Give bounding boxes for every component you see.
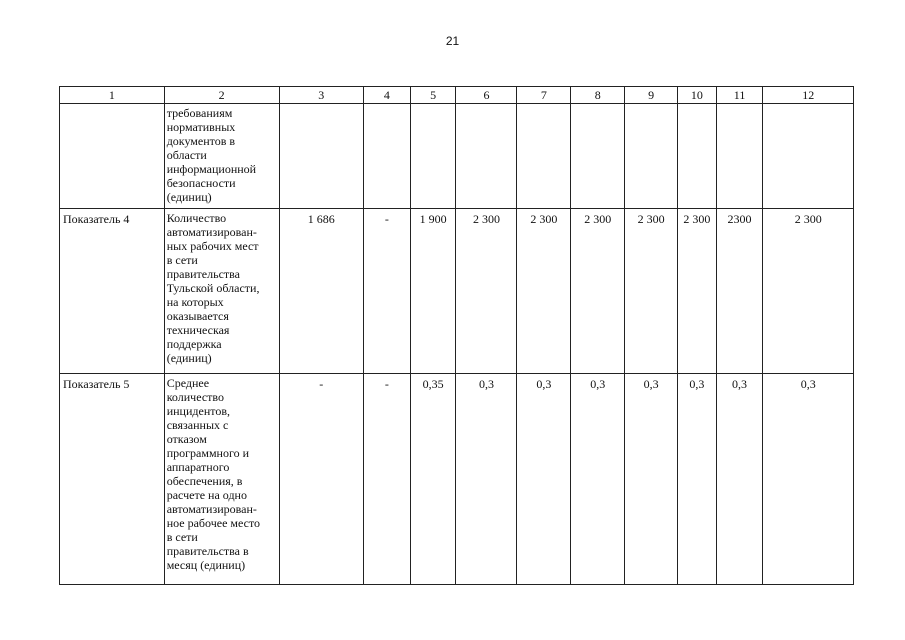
value-cell: - [363, 374, 410, 585]
value-cell: 0,35 [410, 374, 456, 585]
value-cell [716, 104, 763, 209]
value-cell: 1 900 [410, 209, 456, 374]
value-cell [625, 104, 678, 209]
column-header: 4 [363, 87, 410, 104]
indicator-name-cell [60, 104, 165, 209]
column-header: 3 [279, 87, 363, 104]
value-cell [678, 104, 717, 209]
column-header: 7 [517, 87, 571, 104]
column-header: 6 [456, 87, 517, 104]
value-cell [279, 104, 363, 209]
value-cell: 0,3 [517, 374, 571, 585]
value-cell: 0,3 [571, 374, 625, 585]
column-header: 11 [716, 87, 763, 104]
value-cell: 2300 [716, 209, 763, 374]
indicator-description-cell [164, 104, 279, 209]
value-cell: 0,3 [678, 374, 717, 585]
value-cell: 0,3 [456, 374, 517, 585]
indicator-description-cell [164, 209, 279, 374]
indicator-description: требованиям нормативных документов в области информационной безопасности (единиц) [166, 106, 257, 204]
column-header: 12 [763, 87, 854, 104]
value-cell: - [363, 209, 410, 374]
value-cell: 2 300 [763, 209, 854, 374]
table-row [60, 374, 854, 585]
column-header: 1 [60, 87, 165, 104]
indicator-name-cell: Показатель 4 [60, 209, 165, 374]
value-cell [763, 104, 854, 209]
indicator-name-cell: Показатель 5 [60, 374, 165, 585]
value-cell: 0,3 [763, 374, 854, 585]
indicator-description: Среднее количество инцидентов, связанных с отказом программного и аппаратного обеспечения, в расчете на одно автоматизирован- ное рабочее место в сети правительства в месяц (единиц) [166, 376, 261, 572]
column-header: 5 [410, 87, 456, 104]
value-cell: 2 300 [678, 209, 717, 374]
value-cell: 2 300 [625, 209, 678, 374]
value-cell [456, 104, 517, 209]
indicators-table [59, 86, 854, 585]
value-cell: 1 686 [279, 209, 363, 374]
table-row [60, 104, 854, 209]
value-cell [410, 104, 456, 209]
column-header: 8 [571, 87, 625, 104]
value-cell: 0,3 [716, 374, 763, 585]
value-cell [571, 104, 625, 209]
value-cell [363, 104, 410, 209]
value-cell: 2 300 [571, 209, 625, 374]
indicator-description-cell [164, 374, 279, 585]
page-number: 21 [445, 34, 460, 48]
column-header: 10 [678, 87, 717, 104]
value-cell: - [279, 374, 363, 585]
header-row [60, 87, 854, 104]
value-cell [517, 104, 571, 209]
column-header: 2 [164, 87, 279, 104]
table-row [60, 209, 854, 374]
column-header: 9 [625, 87, 678, 104]
value-cell: 2 300 [456, 209, 517, 374]
value-cell: 2 300 [517, 209, 571, 374]
value-cell: 0,3 [625, 374, 678, 585]
indicator-description: Количество автоматизирован- ных рабочих мест в сети правительства Тульской области, на которых оказывается техническая поддержка (единиц) [166, 211, 260, 365]
